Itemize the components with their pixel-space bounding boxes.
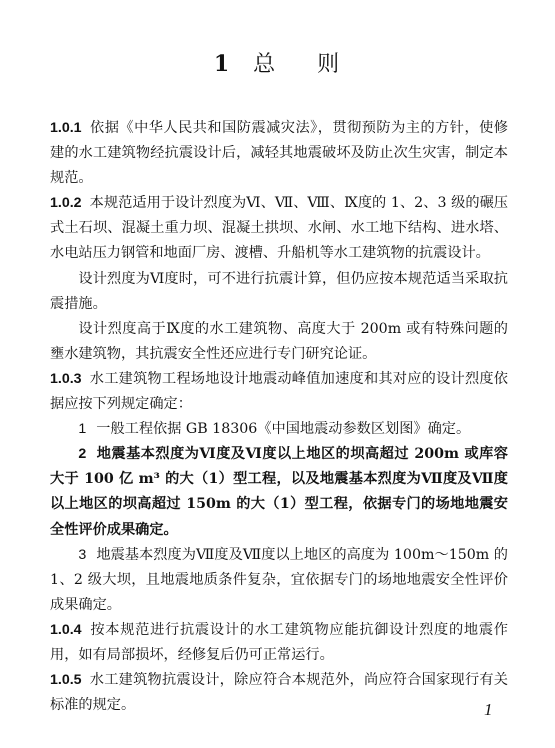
clause-text: 水工建筑物工程场地设计地震动峰值加速度和其对应的设计烈度依据应按下列规定确定： (50, 370, 508, 413)
clause-1-0-3-item-2 (50, 442, 508, 542)
clause-1-0-2-paragraph-3: 设计烈度高于Ⅸ度的水工建筑物、高度大于 200m 或有特殊问题的壅水建筑物，其抗震安全性还应进行专门研究论证。 (50, 320, 508, 362)
clause-1-0-2-paragraph-2: 设计烈度为Ⅵ度时，可不进行抗震计算，但仍应按本规范适当采取抗震措施。 (50, 270, 508, 312)
clause-text: 按本规范进行抗震设计的水工建筑物应能抗御设计烈度的地震作用，如有局部损坏，经修复后仍可正常运行。 (50, 621, 508, 663)
clause-1-0-5 (50, 668, 508, 718)
item-text: 地震基本烈度为Ⅶ度及Ⅶ度以上地区的高度为 100m～150m 的 1、2 级大坝，且地震地质条件复杂，宜依据专门的场地地震安全性评价成果确定。 (50, 546, 508, 613)
clause-number: 1.0.5 (50, 672, 82, 689)
item-number: 1 (78, 421, 87, 438)
clause-1-0-4 (50, 618, 508, 668)
chapter-title-word-2: 则 (317, 52, 342, 77)
clause-text: 依据《中华人民共和国防震减灾法》，贯彻预防为主的方针，使修建的水工建筑物经抗震设计后，减轻其地震破坏及防止次生灾害，制定本规范。 (50, 120, 508, 187)
item-number: 3 (78, 546, 87, 563)
chapter-title-word-1: 总 (253, 52, 278, 77)
clause-1-0-3 (50, 367, 508, 417)
chapter-number: 1 (213, 51, 232, 77)
clause-number: 1.0.4 (50, 621, 82, 638)
clause-1-0-3-item-1 (50, 417, 508, 442)
item-text: 一般工程依据 GB 18306《中国地震动参数区划图》确定。 (96, 421, 471, 438)
clause-1-0-1 (50, 116, 508, 191)
item-text: 地震基本烈度为Ⅵ度及Ⅵ度以上地区的坝高超过 200m 或库容大于 100 亿 m³ 的大（1）型工程，以及地震基本烈度为Ⅶ度及Ⅶ度以上地区的坝高超过 150m 的大（1）型工程，依据专门的场地地震安全性评价成果确定。 (50, 446, 508, 538)
chapter-body (50, 116, 508, 718)
item-number: 2 (78, 446, 87, 463)
clause-number: 1.0.1 (50, 120, 82, 136)
chapter-title (0, 47, 555, 78)
clause-1-0-3-item-3 (50, 543, 508, 618)
page-number: 1 (484, 700, 493, 719)
clause-number: 1.0.3 (50, 370, 82, 387)
clause-number: 1.0.2 (50, 195, 82, 212)
clause-1-0-2 (50, 191, 508, 266)
clause-text: 水工建筑物抗震设计，除应符合本规范外，尚应符合国家现行有关标准的规定。 (50, 672, 508, 714)
clause-text: 本规范适用于设计烈度为Ⅵ、Ⅶ、Ⅷ、Ⅸ度的 1、2、3 级的碾压式土石坝、混凝土重力坝、混凝土拱坝、水闸、水工地下结构、进水塔、水电站压力钢管和地面厂房、渡槽、升船机等水工建筑物的抗震设计。 (50, 195, 508, 262)
